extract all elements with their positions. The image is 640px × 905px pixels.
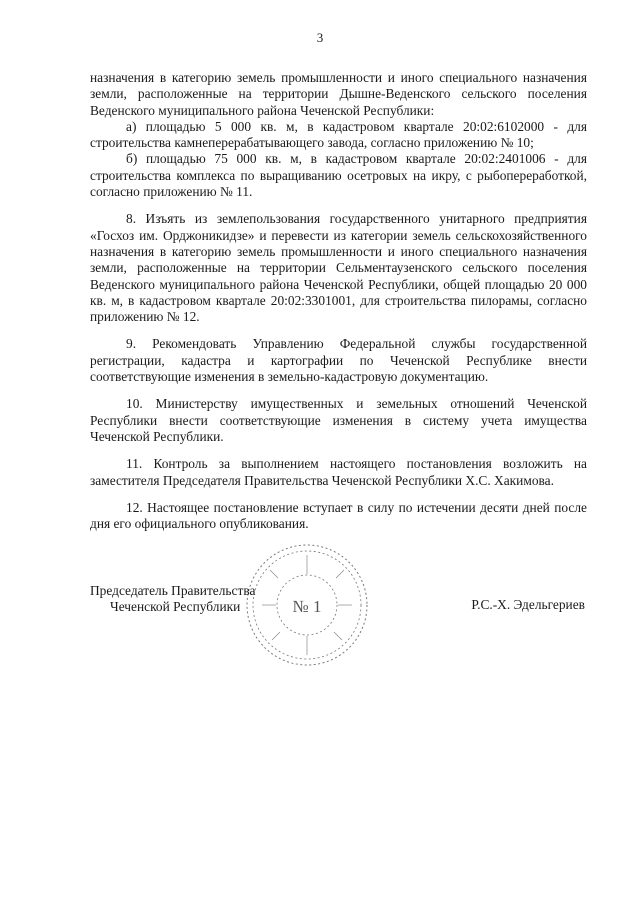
signatory-title-line-1: Председатель Правительства: [90, 583, 256, 598]
signature-block: [90, 583, 590, 643]
paragraph-10: 10. Министерству имущественных и земельных отношений Чеченской Республики внести соответствующие изменения в систему учета имущества Чеченской Республики.: [90, 396, 587, 444]
paragraph-8: 8. Изъять из землепользования государственного унитарного предприятия «Госхоз им. Орджоникидзе» и перевести из категории земель сельскохозяйственного назначения в категорию земель промышленности и иного специального назначения земли, расположенные на территории Сельментаузенского сельского поселения Веденского муниципального района Чеченской Республики, общей площадью 20 000 кв. м, в кадастровом квартале 20:02:3301001, для строительства пилорамы, согласно приложению № 12.: [90, 211, 587, 325]
paragraph-7-item-b: б) площадью 75 000 кв. м, в кадастровом квартале 20:02:2401006 - для строительства комплекса по выращиванию осетровых на икру, с рыбопереработкой, согласно приложению № 11.: [90, 151, 587, 200]
document-body: [90, 70, 587, 532]
seal-number: № 1: [292, 597, 322, 616]
paragraph-12: 12. Настоящее постановление вступает в силу по истечении десяти дней после дня его официального опубликования.: [90, 499, 587, 532]
page-number: 3: [316, 30, 324, 45]
paragraph-11: 11. Контроль за выполнением настоящего постановления возложить на заместителя Председателя Правительства Чеченской Республики Х.С. Хакимова.: [90, 456, 587, 488]
signatory-name: Р.С.-Х. Эдельгериев: [471, 597, 585, 612]
paragraph-7-item-a: а) площадью 5 000 кв. м, в кадастровом квартале 20:02:6102000 - для строительства камнеперерабатывающего завода, согласно приложению № 10;: [90, 118, 587, 151]
signatory-title-line-2: Чеченской Республики: [110, 599, 241, 614]
paragraph-7-continuation: назначения в категорию земель промышленности и иного специального назначения земли, расположенные на территории Дышне-Веденского сельского поселения Веденского муниципального района Чеченской Республики:: [90, 70, 587, 118]
paragraph-9: 9. Рекомендовать Управлению Федеральной службы государственной регистрации, кадастра и картографии по Чеченской Республике внести соответствующие изменения в земельно-кадастровую документацию.: [90, 336, 587, 385]
